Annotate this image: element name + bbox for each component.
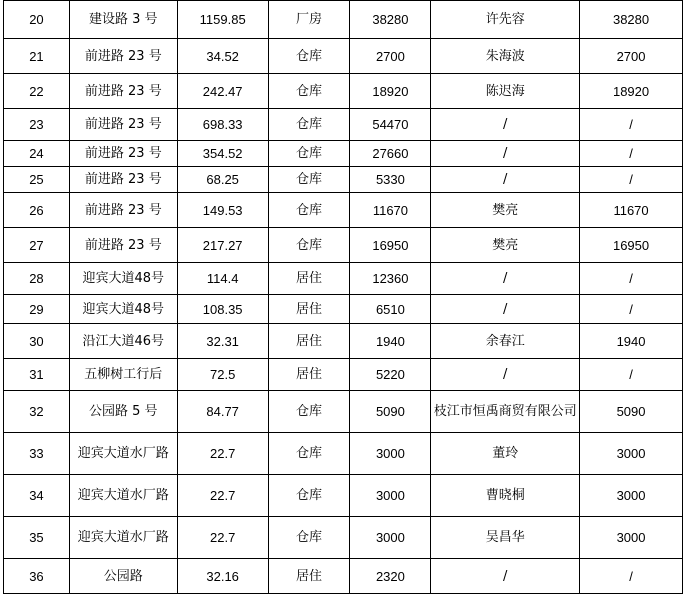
- usage-cell: 仓库: [268, 167, 350, 193]
- owner-cell: 樊亮: [431, 193, 580, 228]
- area-cell: 72.5: [177, 359, 268, 391]
- owner-cell: /: [431, 263, 580, 295]
- table-row: [4, 141, 683, 167]
- row-number: 23: [4, 109, 70, 141]
- table-row: [4, 193, 683, 228]
- table-row: [4, 295, 683, 324]
- owner-cell: /: [431, 359, 580, 391]
- table-row: [4, 167, 683, 193]
- table-row: [4, 1, 683, 39]
- address-cell: 迎宾大道水厂路: [69, 517, 177, 559]
- amount-cell: 11670: [580, 193, 683, 228]
- amount-cell: 3000: [580, 433, 683, 475]
- owner-cell: 朱海波: [431, 39, 580, 74]
- usage-cell: 居住: [268, 263, 350, 295]
- table-row: [4, 433, 683, 475]
- value-cell: 54470: [350, 109, 431, 141]
- usage-cell: 仓库: [268, 109, 350, 141]
- table-row: [4, 74, 683, 109]
- address-cell: 前进路 23 号: [69, 39, 177, 74]
- row-number: 33: [4, 433, 70, 475]
- amount-cell: 16950: [580, 228, 683, 263]
- amount-cell: /: [580, 263, 683, 295]
- area-cell: 149.53: [177, 193, 268, 228]
- address-cell: 五柳树工行后: [69, 359, 177, 391]
- value-cell: 3000: [350, 517, 431, 559]
- usage-cell: 仓库: [268, 39, 350, 74]
- amount-cell: 38280: [580, 1, 683, 39]
- value-cell: 12360: [350, 263, 431, 295]
- amount-cell: 18920: [580, 74, 683, 109]
- owner-cell: /: [431, 109, 580, 141]
- usage-cell: 仓库: [268, 228, 350, 263]
- area-cell: 22.7: [177, 433, 268, 475]
- usage-cell: 仓库: [268, 391, 350, 433]
- table-row: [4, 475, 683, 517]
- row-number: 32: [4, 391, 70, 433]
- row-number: 21: [4, 39, 70, 74]
- area-cell: 108.35: [177, 295, 268, 324]
- area-cell: 32.16: [177, 559, 268, 594]
- area-cell: 34.52: [177, 39, 268, 74]
- usage-cell: 仓库: [268, 74, 350, 109]
- row-number: 35: [4, 517, 70, 559]
- row-number: 30: [4, 324, 70, 359]
- value-cell: 2700: [350, 39, 431, 74]
- usage-cell: 厂房: [268, 1, 350, 39]
- row-number: 31: [4, 359, 70, 391]
- usage-cell: 居住: [268, 559, 350, 594]
- address-cell: 前进路 23 号: [69, 167, 177, 193]
- area-cell: 68.25: [177, 167, 268, 193]
- area-cell: 242.47: [177, 74, 268, 109]
- table-row: [4, 517, 683, 559]
- address-cell: 前进路 23 号: [69, 74, 177, 109]
- address-cell: 沿江大道46号: [69, 324, 177, 359]
- usage-cell: 居住: [268, 324, 350, 359]
- value-cell: 11670: [350, 193, 431, 228]
- amount-cell: /: [580, 109, 683, 141]
- value-cell: 6510: [350, 295, 431, 324]
- value-cell: 3000: [350, 475, 431, 517]
- usage-cell: 仓库: [268, 433, 350, 475]
- owner-cell: 董玲: [431, 433, 580, 475]
- usage-cell: 居住: [268, 295, 350, 324]
- row-number: 29: [4, 295, 70, 324]
- area-cell: 698.33: [177, 109, 268, 141]
- value-cell: 5220: [350, 359, 431, 391]
- address-cell: 迎宾大道48号: [69, 263, 177, 295]
- row-number: 20: [4, 1, 70, 39]
- address-cell: 前进路 23 号: [69, 193, 177, 228]
- address-cell: 迎宾大道48号: [69, 295, 177, 324]
- row-number: 25: [4, 167, 70, 193]
- amount-cell: /: [580, 359, 683, 391]
- table-row: [4, 324, 683, 359]
- row-number: 27: [4, 228, 70, 263]
- table-row: [4, 391, 683, 433]
- value-cell: 2320: [350, 559, 431, 594]
- table-row: [4, 228, 683, 263]
- area-cell: 354.52: [177, 141, 268, 167]
- usage-cell: 仓库: [268, 193, 350, 228]
- row-number: 22: [4, 74, 70, 109]
- address-cell: 前进路 23 号: [69, 109, 177, 141]
- area-cell: 22.7: [177, 517, 268, 559]
- amount-cell: 3000: [580, 475, 683, 517]
- value-cell: 5090: [350, 391, 431, 433]
- area-cell: 32.31: [177, 324, 268, 359]
- amount-cell: /: [580, 167, 683, 193]
- area-cell: 1159.85: [177, 1, 268, 39]
- address-cell: 迎宾大道水厂路: [69, 475, 177, 517]
- owner-cell: 枝江市恒禹商贸有限公司: [431, 391, 580, 433]
- value-cell: 1940: [350, 324, 431, 359]
- usage-cell: 仓库: [268, 141, 350, 167]
- usage-cell: 仓库: [268, 517, 350, 559]
- owner-cell: 曹晓桐: [431, 475, 580, 517]
- area-cell: 217.27: [177, 228, 268, 263]
- owner-cell: 陈迟海: [431, 74, 580, 109]
- owner-cell: /: [431, 559, 580, 594]
- row-number: 26: [4, 193, 70, 228]
- value-cell: 5330: [350, 167, 431, 193]
- area-cell: 22.7: [177, 475, 268, 517]
- amount-cell: 3000: [580, 517, 683, 559]
- address-cell: 建设路 3 号: [69, 1, 177, 39]
- usage-cell: 居住: [268, 359, 350, 391]
- address-cell: 前进路 23 号: [69, 141, 177, 167]
- value-cell: 27660: [350, 141, 431, 167]
- address-cell: 公园路: [69, 559, 177, 594]
- usage-cell: 仓库: [268, 475, 350, 517]
- area-cell: 114.4: [177, 263, 268, 295]
- row-number: 28: [4, 263, 70, 295]
- row-number: 34: [4, 475, 70, 517]
- value-cell: 3000: [350, 433, 431, 475]
- property-table: [3, 0, 683, 594]
- amount-cell: /: [580, 559, 683, 594]
- row-number: 24: [4, 141, 70, 167]
- amount-cell: 2700: [580, 39, 683, 74]
- area-cell: 84.77: [177, 391, 268, 433]
- owner-cell: 许先容: [431, 1, 580, 39]
- table-row: [4, 559, 683, 594]
- owner-cell: /: [431, 141, 580, 167]
- owner-cell: 樊亮: [431, 228, 580, 263]
- owner-cell: /: [431, 167, 580, 193]
- value-cell: 18920: [350, 74, 431, 109]
- table-row: [4, 359, 683, 391]
- owner-cell: 吴昌华: [431, 517, 580, 559]
- table-row: [4, 39, 683, 74]
- owner-cell: /: [431, 295, 580, 324]
- address-cell: 前进路 23 号: [69, 228, 177, 263]
- table-row: [4, 109, 683, 141]
- address-cell: 迎宾大道水厂路: [69, 433, 177, 475]
- amount-cell: 1940: [580, 324, 683, 359]
- table-body: [4, 1, 683, 594]
- owner-cell: 余春江: [431, 324, 580, 359]
- table-row: [4, 263, 683, 295]
- amount-cell: /: [580, 295, 683, 324]
- value-cell: 38280: [350, 1, 431, 39]
- row-number: 36: [4, 559, 70, 594]
- amount-cell: /: [580, 141, 683, 167]
- value-cell: 16950: [350, 228, 431, 263]
- address-cell: 公园路 5 号: [69, 391, 177, 433]
- amount-cell: 5090: [580, 391, 683, 433]
